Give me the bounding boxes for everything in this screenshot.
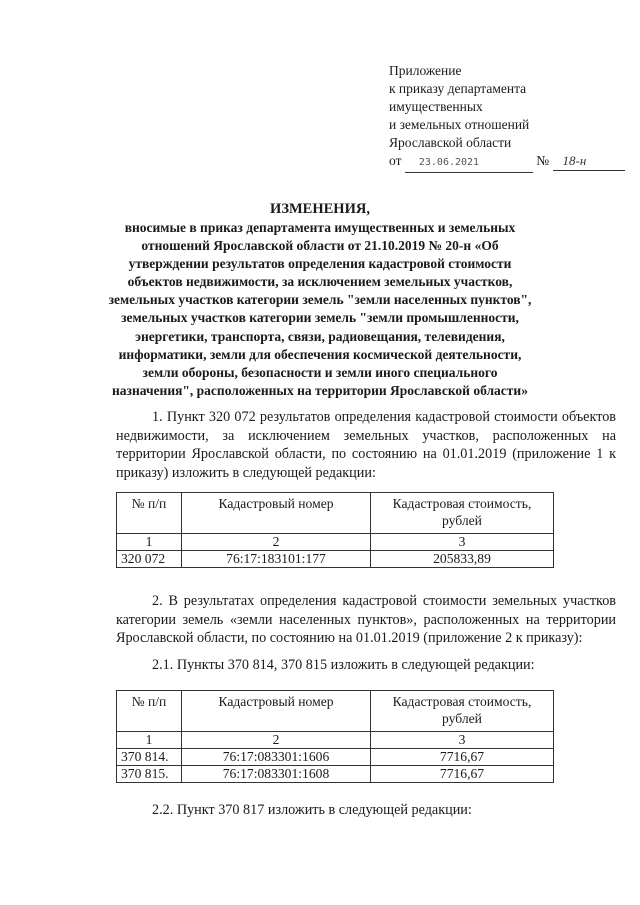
table-1-numbering-row xyxy=(117,534,554,551)
appendix-line-4: и земельных отношений xyxy=(389,117,530,132)
table-2-header-value: Кадастровая стоимость, рублей xyxy=(371,691,554,732)
table-1-header-number: № п/п xyxy=(117,493,182,534)
appendix-line-1: Приложение xyxy=(389,63,462,78)
table-2-col-num-3: 3 xyxy=(371,732,554,749)
order-date: 23.06.2021 xyxy=(405,154,533,173)
section-2-2-paragraph xyxy=(116,801,616,820)
appendix-line-2: к приказу департамента xyxy=(389,81,527,96)
table-1-header-value: Кадастровая стоимость, рублей xyxy=(371,493,554,534)
table-row xyxy=(117,766,554,783)
table-2-header-cadastral: Кадастровый номер xyxy=(182,691,371,732)
cadastral-number: 76:17:083301:1606 xyxy=(182,749,371,766)
cadastral-number: 76:17:083301:1608 xyxy=(182,766,371,783)
appendix-block xyxy=(389,62,625,173)
number-label: № xyxy=(536,153,550,168)
cadastral-value: 7716,67 xyxy=(371,766,554,783)
section-2-2-text: 2.2. Пункт 370 817 изложить в следующей редакции: xyxy=(152,802,472,818)
table-1-col-num-2: 2 xyxy=(182,534,371,551)
table-1-col-num-3: 3 xyxy=(371,534,554,551)
row-number: 370 815. xyxy=(117,766,182,783)
table-1-col-num-1: 1 xyxy=(117,534,182,551)
document-title: ИЗМЕНЕНИЯ, xyxy=(270,201,370,217)
table-2-numbering-row xyxy=(117,732,554,749)
cadastral-value: 7716,67 xyxy=(371,749,554,766)
document-subtitle: вносимые в приказ департамента имущественных и земельных отношений Ярославской области от 21.10.2019 № 20-н «Об утверждении результатов определения кадастровой стоимости объектов недвижимости, за исключением земельных участков, земельных участков категории земель "земли населенных пунктов", земельных участков категории земель "земли промышленности, энергетики, транспорта, связи, радиовещания, телевидения, информатики, земли для обеспечения космической деятельности, земли обороны, безопасности и земли иного специального назначения", расположенных на территории Ярославской области» xyxy=(108,220,532,398)
table-2-col-num-1: 1 xyxy=(117,732,182,749)
section-2-text: 2. В результатах определения кадастровой стоимости земельных участков категории земель «земли населенных пунктов», расположенных на территории Ярославской области, по состоянию на 01.01.2019 (приложение 2 к приказу): xyxy=(116,593,616,646)
table-1 xyxy=(116,492,554,568)
section-1-text: 1. Пункт 320 072 результатов определения кадастровой стоимости объектов недвижимости, за исключением земельных участков, расположенных на территории Ярославской области, по состоянию на 01.01.2019 (приложение 1 к приказу) изложить в следующей редакции: xyxy=(116,409,616,481)
table-1-header-cadastral: Кадастровый номер xyxy=(182,493,371,534)
row-number: 320 072 xyxy=(117,551,182,568)
appendix-line-5: Ярославской области xyxy=(389,135,512,150)
section-2-1-text: 2.1. Пункты 370 814, 370 815 изложить в следующей редакции: xyxy=(152,657,535,673)
table-row xyxy=(117,551,554,568)
table-2-header-row xyxy=(117,691,554,732)
appendix-line-3: имущественных xyxy=(389,99,483,114)
table-2-col-num-2: 2 xyxy=(182,732,371,749)
section-2-paragraph xyxy=(116,592,616,648)
section-2-1-paragraph xyxy=(116,656,616,675)
table-2 xyxy=(116,690,554,783)
table-row xyxy=(117,749,554,766)
appendix-date-line xyxy=(389,152,625,173)
table-1-header-row xyxy=(117,493,554,534)
table-2-header-number: № п/п xyxy=(117,691,182,732)
cadastral-number: 76:17:183101:177 xyxy=(182,551,371,568)
order-number: 18-н xyxy=(553,152,625,171)
cadastral-value: 205833,89 xyxy=(371,551,554,568)
row-number: 370 814. xyxy=(117,749,182,766)
section-1-paragraph xyxy=(116,408,616,482)
from-label: от xyxy=(389,153,402,168)
